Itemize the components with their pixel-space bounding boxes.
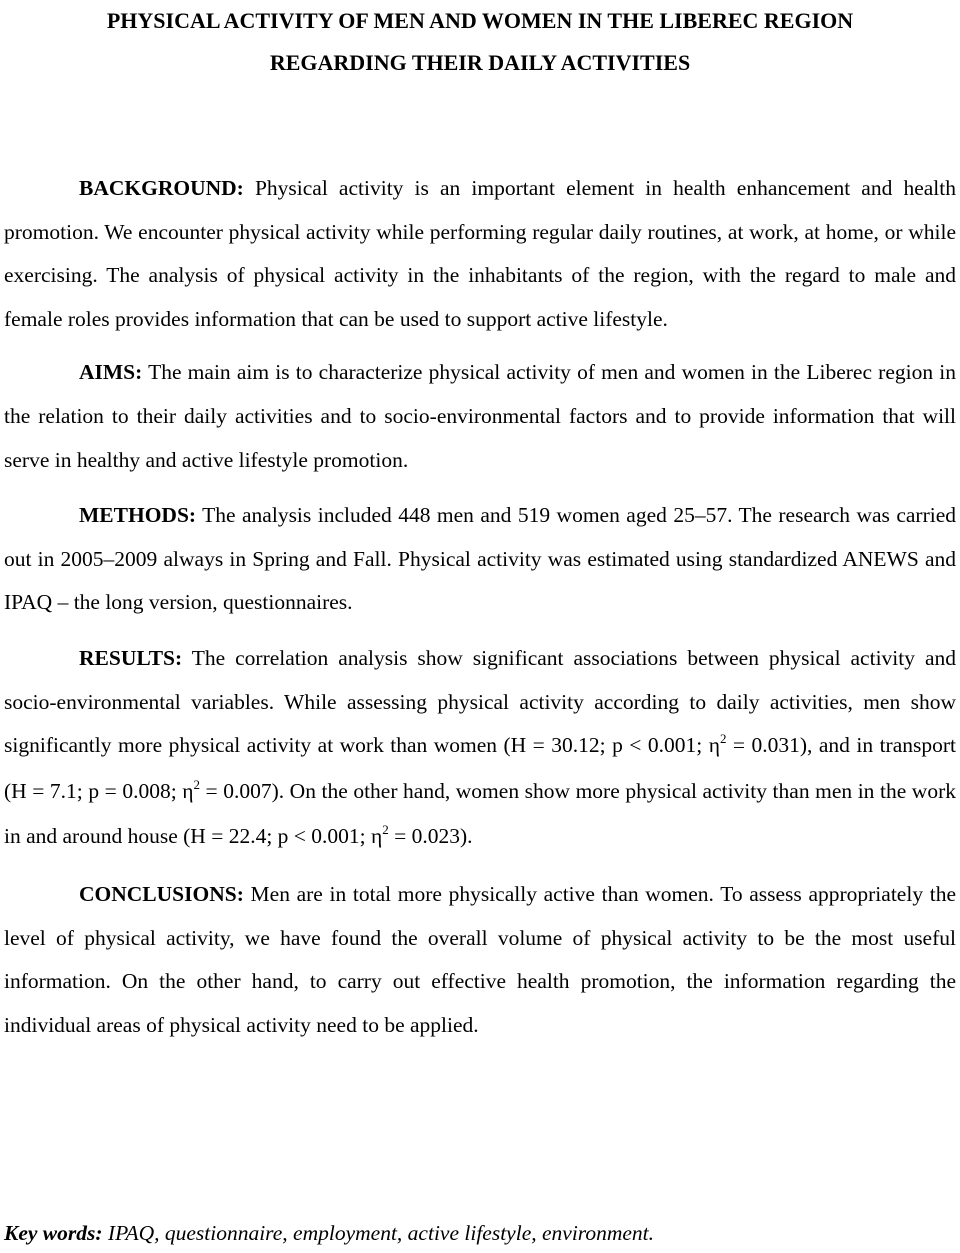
conclusions-label: CONCLUSIONS: — [79, 881, 244, 906]
conclusions-text: Men are in total more physically active than women. To assess appropriately the level of physical activity, we have found the overall volume of physical activity to be the most useful information. On the other hand, to carry out effective health promotion, the information regarding the individual areas of physical activity need to be applied. — [4, 881, 956, 1037]
results-paragraph — [4, 637, 956, 861]
aims-paragraph — [4, 351, 956, 482]
title-line-1: PHYSICAL ACTIVITY OF MEN AND WOMEN IN THE LIBEREC REGION — [106, 8, 854, 33]
aims-label: AIMS: — [79, 360, 143, 385]
paper-title — [4, 0, 956, 84]
results-superscript-3: 2 — [382, 822, 389, 838]
results-label: RESULTS: — [79, 645, 183, 670]
abstract-page — [4, 0, 956, 1047]
aims-text: The main aim is to characterize physical activity of men and women in the Liberec region in the relation to their daily activities and to socio-environmental factors and to provide information that will serve in healthy and active lifestyle promotion. — [4, 360, 956, 472]
background-paragraph — [4, 167, 956, 341]
background-text: Physical activity is an important element in health enhancement and health promotion. We encounter physical activity while performing regular daily routines, at work, at home, or while exercising. The analysis of physical activity in the inhabitants of the region, with the regard to male and female roles provides information that can be used to support active lifestyle. — [4, 176, 956, 331]
title-line-2: REGARDING THEIR DAILY ACTIVITIES — [269, 50, 691, 75]
results-text-1: The correlation analysis show significant associations between physical activity and socio-environmental variables. While assessing physical activity according to daily activities, men show significantly more physical activity at work than women (H = 30.12; p < 0.001; η — [4, 645, 956, 758]
results-superscript-1: 2 — [719, 731, 727, 747]
results-text-4: = 0.023). — [388, 824, 473, 849]
conclusions-paragraph — [4, 873, 956, 1047]
methods-text: The analysis included 448 men and 519 women aged 25–57. The research was carried out in 2005–2009 always in Spring and Fall. Physical activity was estimated using standardized ANEWS and IPAQ – the long version, questionnaires. — [4, 503, 956, 615]
keywords-line — [4, 1213, 654, 1253]
results-text-3: = 0.007). On the other hand, women show more physical activity than men in the work in and around house (H = 22.4; p < 0.001; η — [4, 778, 956, 849]
keywords-label: Key words: — [4, 1221, 103, 1245]
results-superscript-2: 2 — [193, 776, 200, 792]
background-label: BACKGROUND: — [79, 176, 244, 200]
results-text-2: = 0.031), and in transport (H = 7.1; p = 0.008; η — [4, 733, 956, 803]
keywords-text: IPAQ, questionnaire, employment, active lifestyle, environment. — [102, 1221, 655, 1245]
methods-label: METHODS: — [79, 503, 197, 528]
methods-paragraph — [4, 494, 956, 625]
